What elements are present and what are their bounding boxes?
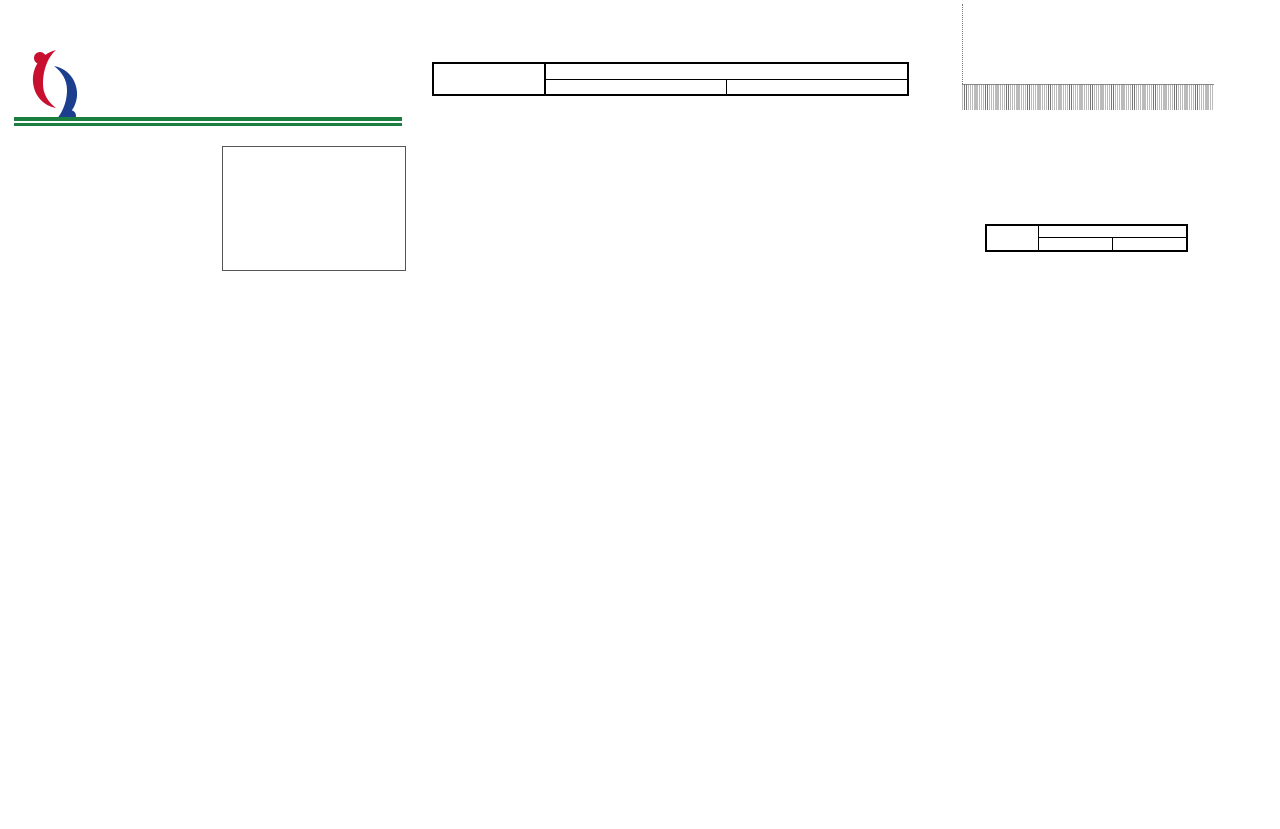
green-divider [14,117,402,128]
contact-box [222,146,406,271]
col-header-reports [545,79,726,95]
survey-change-dotted-line [962,4,963,84]
col-header-disease [545,63,908,79]
chart-bars [962,4,1214,82]
col-header-per-sentinel [726,79,908,95]
weekly-trend-chart [952,2,1214,114]
age-col-kubun [986,225,1038,251]
age-table [985,224,1188,252]
col-header-kubun [433,63,545,95]
age-col-disease [1038,225,1187,238]
age-col-per [1113,238,1188,251]
chart-plot-area [962,4,1214,82]
prefecture-table [432,62,909,96]
x-axis-date-labels [962,84,1214,110]
age-col-reports [1038,238,1113,251]
